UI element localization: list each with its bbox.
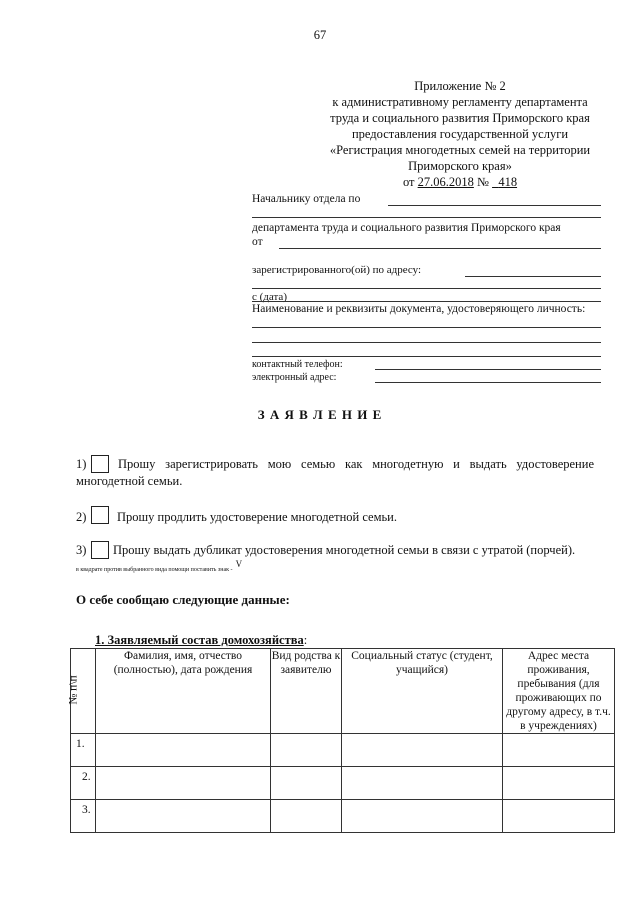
col-header-status: Социальный статус (студент, учащийся) — [342, 649, 503, 734]
id-doc-label: Наименование и реквизиты документа, удостоверяющего личность: — [252, 303, 586, 315]
appendix-line-3: предоставления государственной услуги — [351, 127, 569, 141]
col-header-number: № п\п — [71, 649, 96, 734]
email-label: электронный адрес: — [252, 372, 337, 383]
appendix-line-1: к административному регламенту департамента — [332, 95, 588, 109]
appendix-date-line: от 27.06.2018 № 418 — [402, 175, 518, 189]
cell-relation[interactable] — [271, 800, 342, 833]
email-field-line[interactable] — [375, 382, 601, 383]
cell-status[interactable] — [342, 800, 503, 833]
table-row — [71, 767, 615, 800]
cell-address[interactable] — [503, 734, 615, 767]
footnote-mark: V — [235, 559, 243, 569]
cell-status[interactable] — [342, 767, 503, 800]
chief-field-line-2[interactable] — [252, 217, 601, 218]
date-label: с (дата) — [252, 291, 287, 303]
option-2-checkbox[interactable] — [91, 506, 109, 524]
chief-field-line[interactable] — [388, 205, 601, 206]
table-row — [71, 734, 615, 767]
option-2-number: 2) — [76, 510, 87, 524]
cell-address[interactable] — [503, 800, 615, 833]
option-2-text: Прошу продлить удостоверение многодетной семьи. — [117, 510, 397, 524]
option-3-number: 3) — [76, 543, 87, 557]
col-header-relation: Вид родства к заявителю — [271, 649, 342, 734]
col-header-address: Адрес места проживания, пребывания (для проживающих по другому адресу, в т.ч. в учреждениях) — [503, 649, 615, 734]
cell-address[interactable] — [503, 767, 615, 800]
id-doc-line-2[interactable] — [252, 342, 601, 343]
phone-label: контактный телефон: — [252, 359, 343, 370]
from-label: от — [252, 236, 263, 248]
registered-field-line[interactable] — [465, 276, 601, 277]
page-number: 67 — [313, 28, 327, 42]
footnote: в квадрате против выбранного вида помощи поставить знак -V — [76, 559, 243, 573]
registered-field-line-2[interactable] — [252, 288, 601, 289]
cell-name[interactable] — [96, 767, 271, 800]
phone-field-line[interactable] — [375, 369, 601, 370]
cell-name[interactable] — [96, 800, 271, 833]
appendix-date: 27.06.2018 — [417, 175, 474, 189]
appendix-line-5: Приморского края» — [408, 159, 512, 173]
row-number: 1. — [71, 734, 96, 767]
appendix-block — [300, 78, 620, 190]
cell-relation[interactable] — [271, 734, 342, 767]
department-label: департамента труда и социального развития Приморского края — [252, 222, 561, 234]
from-field-line[interactable] — [279, 248, 601, 249]
option-1-text-a: Прошу зарегистрировать мою семью как многодетную и выдать удостоверение — [118, 457, 594, 471]
statement-heading: З А Я В Л Е Н И Е — [257, 407, 383, 422]
registered-label: зарегистрированного(ой) по адресу: — [252, 264, 422, 276]
appendix-line-4: «Регистрация многодетных семей на территории — [329, 143, 591, 157]
section-1-title: 1. Заявляемый состав домохозяйства: — [95, 633, 308, 647]
row-number: 2. — [71, 767, 96, 800]
option-3-text: Прошу выдать дубликат удостоверения многодетной семьи в связи с утратой (порчей). — [113, 543, 576, 557]
option-3-checkbox[interactable] — [91, 541, 109, 559]
appendix-number: 418 — [498, 175, 518, 189]
option-1-checkbox[interactable] — [91, 455, 109, 473]
household-table — [67, 648, 615, 833]
option-1-number: 1) — [76, 457, 87, 471]
id-doc-line-1[interactable] — [252, 327, 601, 328]
col-header-name: Фамилия, имя, отчество (полностью), дата рождения — [96, 649, 271, 734]
about-heading: О себе сообщаю следующие данные: — [76, 592, 290, 607]
option-1-text-b: многодетной семьи. — [76, 474, 183, 488]
cell-name[interactable] — [96, 734, 271, 767]
table-header-row — [71, 649, 615, 734]
table-row — [71, 800, 615, 833]
appendix-title: Приложение № 2 — [414, 79, 506, 93]
chief-label: Начальнику отдела по — [252, 193, 361, 205]
appendix-line-2: труда и социального развития Приморского края — [330, 111, 590, 125]
row-number: 3. — [71, 800, 96, 833]
cell-relation[interactable] — [271, 767, 342, 800]
cell-status[interactable] — [342, 734, 503, 767]
date-field-line[interactable] — [252, 301, 601, 302]
id-doc-line-3[interactable] — [252, 356, 601, 357]
